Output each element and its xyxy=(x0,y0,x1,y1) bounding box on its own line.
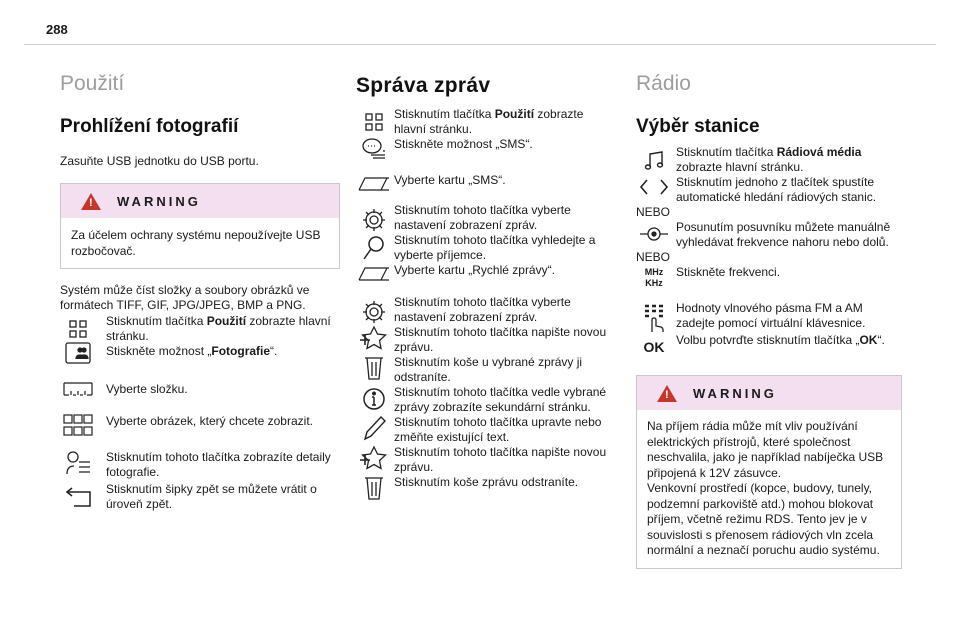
step-details-text: Stisknutím tohoto tlačítka zobrazíte detaily fotografie. xyxy=(106,450,331,479)
apps-grid-icon xyxy=(356,107,392,131)
back-arrow-icon xyxy=(60,482,96,508)
msg-step-delete2-text: Stisknutím koše zprávu odstraníte. xyxy=(394,475,579,489)
msg-step-edit-text: Stisknutím tohoto tlačítka upravte nebo změňte existující text. xyxy=(394,415,602,444)
frequency-unit-icon xyxy=(636,265,672,289)
msg-step-delete xyxy=(356,355,618,385)
new-message-icon xyxy=(356,445,392,471)
warning-box xyxy=(60,183,340,269)
radio-step-media-post: zobrazte hlavní stránku. xyxy=(676,160,804,174)
step-usage-pre: Stisknutím tlačítka xyxy=(106,314,207,328)
column-radio xyxy=(636,70,902,569)
msg-step-quick xyxy=(356,263,618,281)
msg-step-usage xyxy=(356,107,618,137)
keypad-touch-icon xyxy=(636,301,672,333)
radio-step-keyboard xyxy=(636,301,902,333)
msg-step-new2-text: Stisknutím tohoto tlačítka napište novou zprávu. xyxy=(394,445,607,474)
step-photos-bold: Fotografie xyxy=(211,344,271,358)
mhz-label: MHz xyxy=(644,267,664,277)
radio-warning-label: WARNING xyxy=(693,385,777,401)
step-usage-post: zobrazte hlavní stránku. xyxy=(106,314,331,343)
settings-gear-icon xyxy=(356,295,392,325)
msg-step-info-text: Stisknutím tohoto tlačítka vedle vybrané zprávy zobrazíte sekundární stránku. xyxy=(394,385,607,414)
msg-step-delete2 xyxy=(356,475,618,501)
step-photos-post: “. xyxy=(270,344,278,358)
formats-text: Systém může číst složky a soubory obrázků ve formátech TIFF, GIF, JPG/JPEG, BMP a PNG. xyxy=(60,283,310,312)
warning-label: WARNING xyxy=(117,193,201,209)
section-title-messages: Správa zpráv xyxy=(356,74,491,97)
page-number: 288 xyxy=(46,22,68,37)
tuner-slider-icon xyxy=(636,220,672,242)
radio-step-media-bold: Rádiová média xyxy=(776,145,862,159)
music-note-icon xyxy=(636,145,672,171)
radio-step-manual xyxy=(636,220,902,250)
msg-step-settings2-text: Stisknutím tohoto tlačítka vyberte nastavení zobrazení zpráv. xyxy=(394,295,571,324)
radio-step-ok-bold: OK xyxy=(859,333,878,347)
settings-gear-icon xyxy=(356,203,392,233)
seek-arrows-icon xyxy=(636,175,672,195)
msg-step-usage-post: zobrazte hlavní stránku. xyxy=(394,107,584,136)
msg-step-usage-pre: Stisknutím tlačítka xyxy=(394,107,495,121)
trash-icon xyxy=(356,355,392,381)
ok-label: OK xyxy=(643,339,665,355)
msg-step-info xyxy=(356,385,618,415)
radio-step-manual-text: Posunutím posuvníku můžete manuálně vyhledávat frekvence nahoru nebo dolů. xyxy=(676,220,891,249)
step-folder xyxy=(60,382,340,397)
or-label-1: NEBO xyxy=(636,205,671,219)
column-messages xyxy=(356,70,618,501)
warning-icon: ! xyxy=(81,193,101,210)
radio-step-seek xyxy=(636,175,902,205)
radio-warning-text-2: Venkovní prostředí (kopce, budovy, tunely, podzemní parkoviště atd.) mohou blokovat příjem, včetně režimu RDS. Tento jev je v souvislosti s přenosem rádiových vln zcela normální a neznačí poruchu audio systému. xyxy=(647,481,880,557)
or-label-2: NEBO xyxy=(636,250,671,264)
radio-step-frequency xyxy=(636,265,902,289)
step-image xyxy=(60,414,340,436)
image-grid-icon xyxy=(60,414,96,436)
radio-step-media-pre: Stisknutím tlačítka xyxy=(676,145,777,159)
radio-step-ok-post: “. xyxy=(877,333,885,347)
msg-step-settings xyxy=(356,203,618,233)
details-icon xyxy=(60,450,96,476)
radio-step-media xyxy=(636,145,902,175)
msg-step-usage-bold: Použití xyxy=(494,107,535,121)
apps-grid-icon xyxy=(60,314,96,338)
ok-icon xyxy=(636,333,672,355)
info-icon xyxy=(356,385,392,411)
msg-step-settings2 xyxy=(356,295,618,325)
warning-icon: ! xyxy=(657,385,677,402)
msg-step-settings-text: Stisknutím tohoto tlačítka vyberte nastavení zobrazení zpráv. xyxy=(394,203,571,232)
new-message-icon xyxy=(356,325,392,351)
msg-step-sms-tab-text: Vyberte kartu „SMS“. xyxy=(394,173,506,187)
step-usage xyxy=(60,314,340,344)
step-details xyxy=(60,450,340,480)
msg-step-sms xyxy=(356,137,618,161)
folder-tab-icon xyxy=(60,382,96,396)
msg-step-quick-text: Vyberte kartu „Rychlé zprávy“. xyxy=(394,263,555,277)
radio-warning-text-1: Na příjem rádia může mít vliv používání elektrických přístrojů, které společnost neschvalila, jako je například nabíječka USB připojená k 12V zásuvce. xyxy=(647,419,884,480)
msg-step-search xyxy=(356,233,618,263)
step-photos xyxy=(60,344,340,364)
msg-step-edit xyxy=(356,415,618,445)
msg-step-delete-text: Stisknutím koše u vybrané zprávy ji odstraníte. xyxy=(394,355,583,384)
radio-step-keyboard-text: Hodnoty vlnového pásma FM a AM zadejte pomocí virtuální klávesnice. xyxy=(676,301,866,330)
msg-step-search-text: Stisknutím tohoto tlačítka vyhledejte a vyberte příjemce. xyxy=(394,233,596,262)
subtitle-station: Výběr stanice xyxy=(636,116,760,137)
step-back-text: Stisknutím šipky zpět se můžete vrátit o úroveň zpět. xyxy=(106,482,317,511)
header-divider xyxy=(24,44,936,45)
radio-warning-body xyxy=(637,410,901,568)
tab-icon xyxy=(356,173,392,191)
radio-step-ok xyxy=(636,333,902,355)
radio-step-ok-pre: Volbu potvrďte stisknutím tlačítka „ xyxy=(676,333,860,347)
photos-icon xyxy=(60,342,96,364)
pencil-icon xyxy=(356,415,392,441)
step-folder-text: Vyberte složku. xyxy=(106,382,188,396)
step-back xyxy=(60,482,340,512)
intro-text: Zasuňte USB jednotku do USB portu. xyxy=(60,154,259,168)
section-title-usage: Použití xyxy=(60,72,125,95)
step-usage-bold: Použití xyxy=(206,314,247,328)
warning-header xyxy=(61,184,339,218)
section-title-radio: Rádio xyxy=(636,72,691,95)
subtitle-photos: Prohlížení fotografií xyxy=(60,116,239,137)
msg-step-new xyxy=(356,325,618,355)
warning-text: Za účelem ochrany systému nepoužívejte USB rozbočovač. xyxy=(71,228,321,258)
radio-warning-box xyxy=(636,375,902,569)
radio-step-frequency-text: Stiskněte frekvenci. xyxy=(676,265,781,279)
sms-icon xyxy=(356,137,392,161)
step-image-text: Vyberte obrázek, který chcete zobrazit. xyxy=(106,414,313,428)
msg-step-sms-tab xyxy=(356,173,618,191)
khz-label: KHz xyxy=(645,278,663,288)
tab-icon xyxy=(356,263,392,281)
msg-step-sms-text: Stiskněte možnost „SMS“. xyxy=(394,137,533,151)
msg-step-new-text: Stisknutím tohoto tlačítka napište novou zprávu. xyxy=(394,325,607,354)
radio-step-seek-text: Stisknutím jednoho z tlačítek spustíte automatické hledání rádiových stanic. xyxy=(676,175,877,204)
radio-warning-header xyxy=(637,376,901,410)
trash-icon xyxy=(356,475,392,501)
msg-step-new2 xyxy=(356,445,618,475)
search-icon xyxy=(356,233,392,261)
step-photos-pre: Stiskněte možnost „ xyxy=(106,344,212,358)
column-usage xyxy=(60,70,340,512)
